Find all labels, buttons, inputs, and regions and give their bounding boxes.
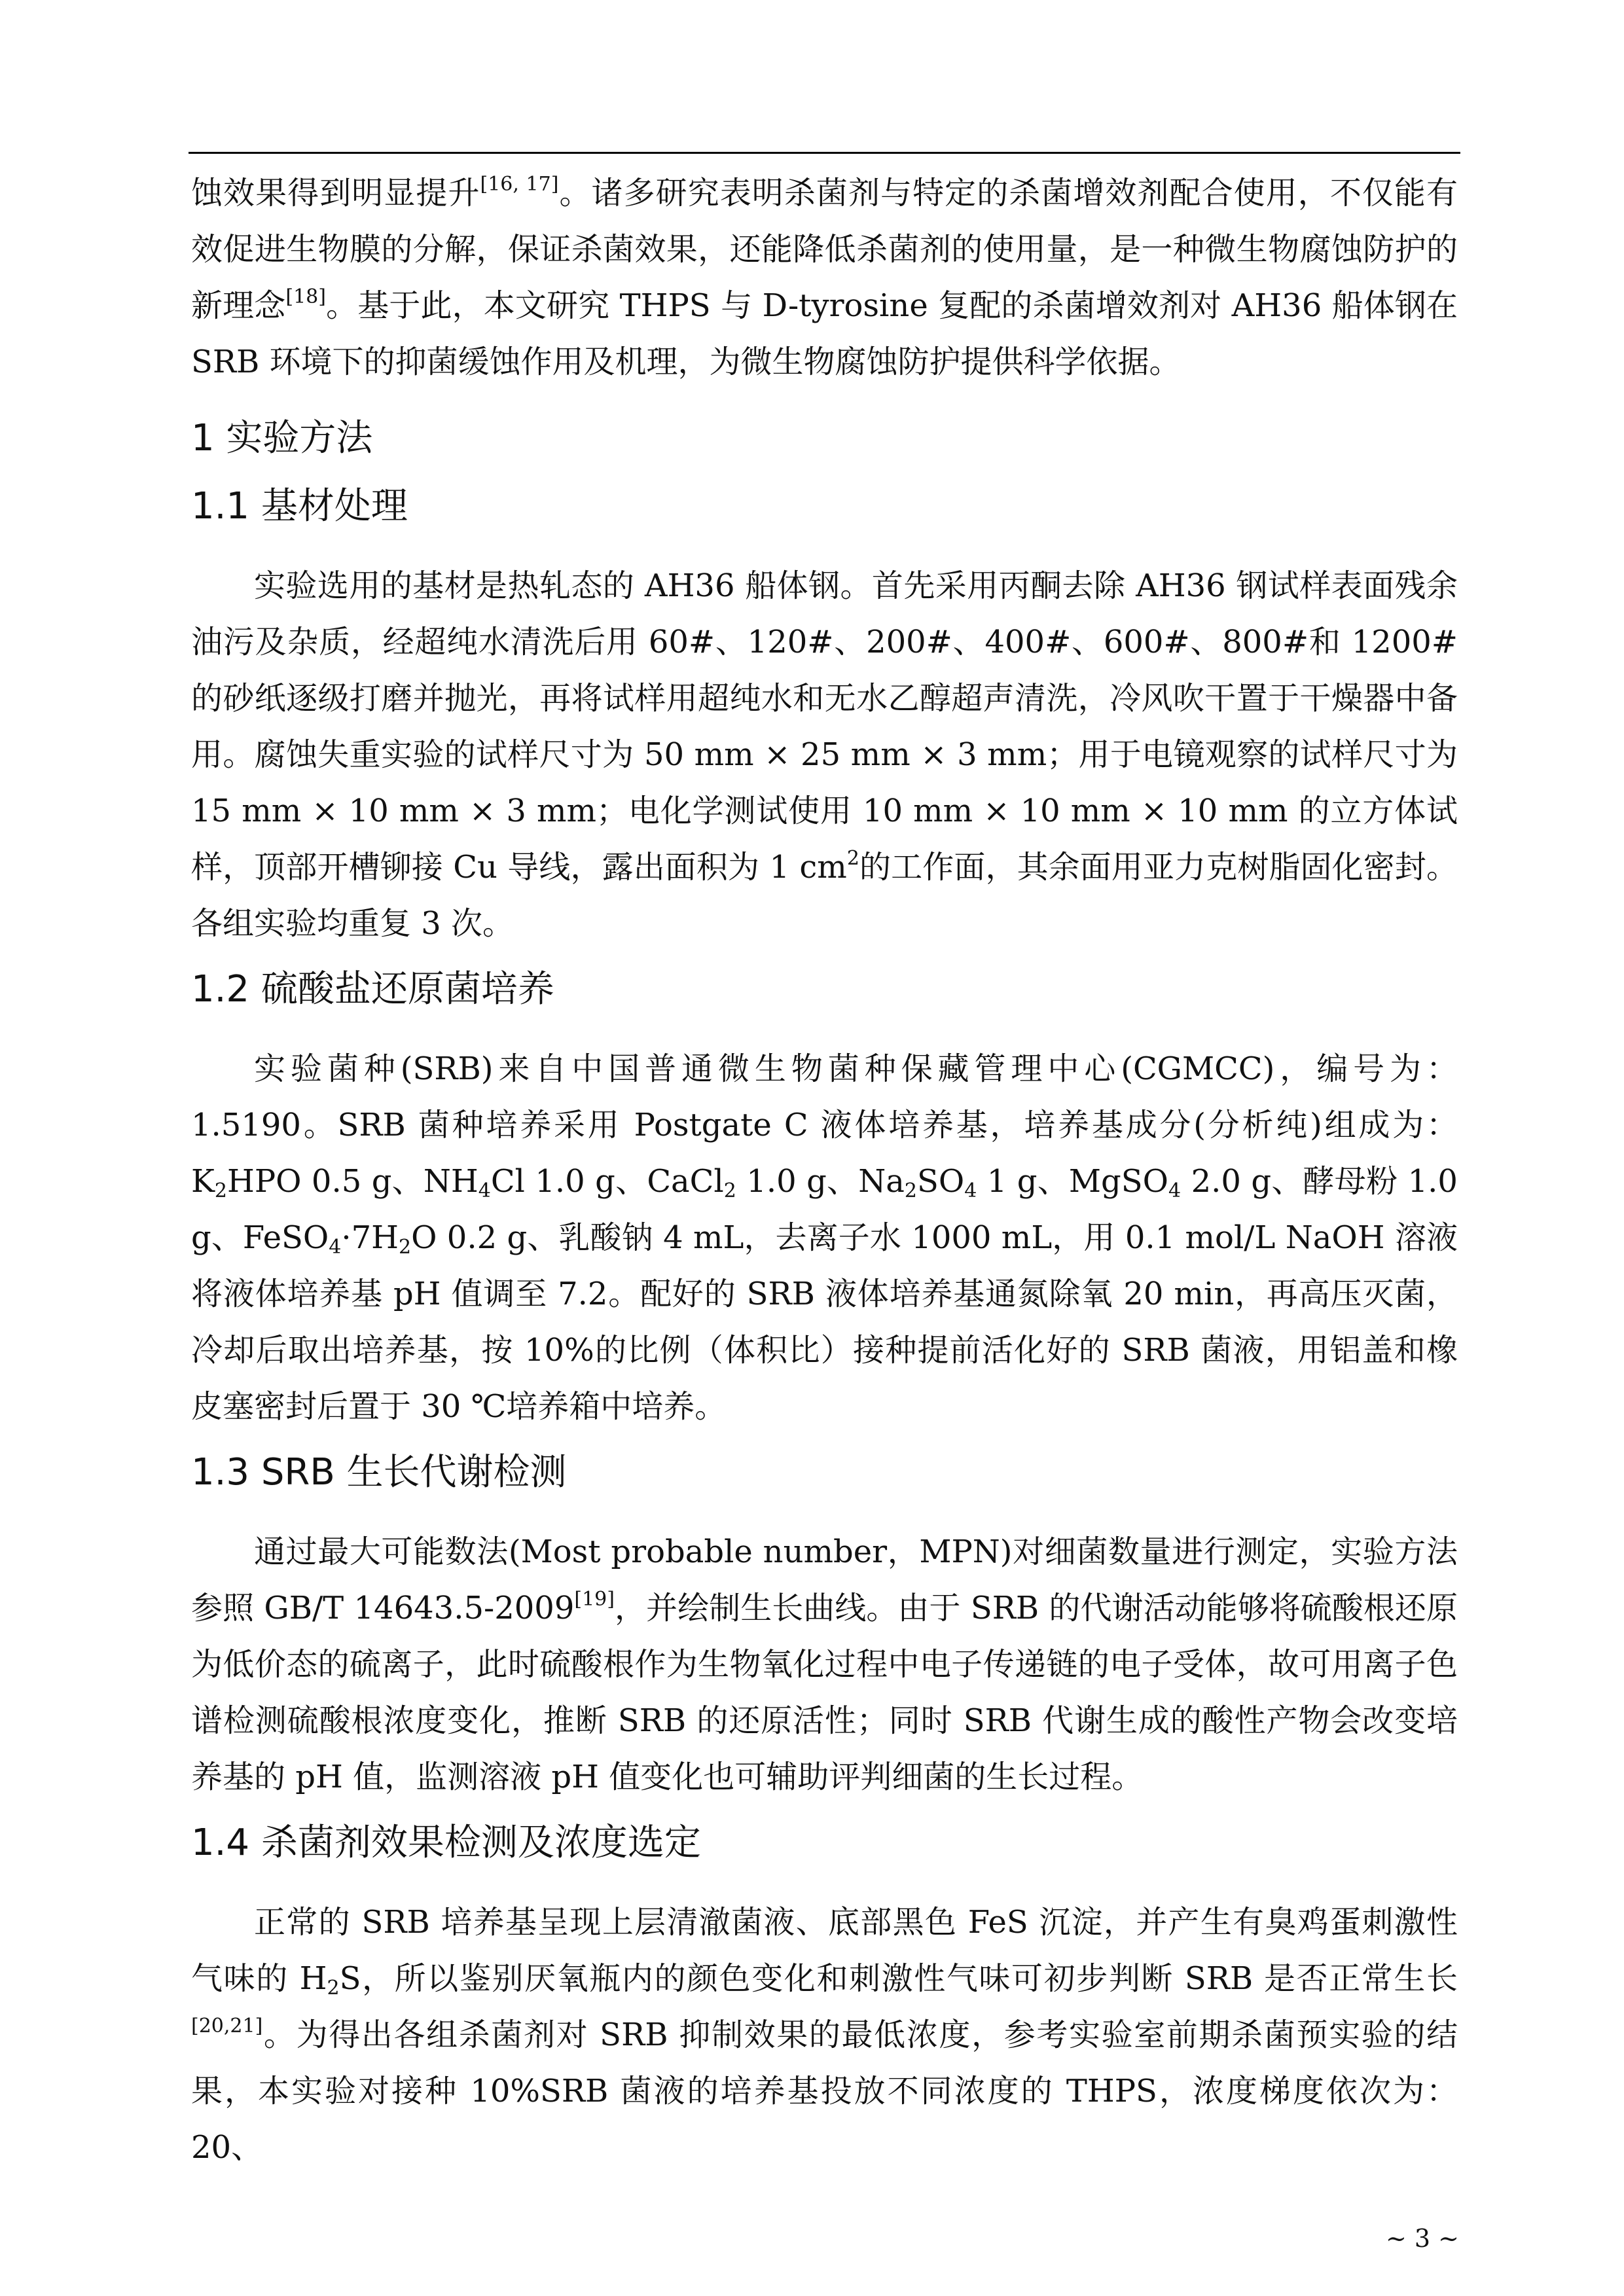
citation: [20,21] xyxy=(191,2015,263,2037)
section-heading: 1 实验方法 xyxy=(191,417,373,459)
subsection-heading: 1.3 SRB 生长代谢检测 xyxy=(191,1451,567,1494)
paragraph-bactericide-test: 正常的 SRB 培养基呈现上层清澈菌液、底部黑色 FeS 沉淀，并产生有臭鸡蛋刺激性气味的 $H_2S$，所以鉴别厌氧瓶内的颜色变化和刺激性气味可初步判断 SRB 是否正常生长[20,21]。为得出各组杀菌剂对 SRB 抑制效果的最低浓度，参考实验室前期杀菌预实验的结果，本实验对接种 10%SRB 菌液的培养基投放不同浓度的 THPS，浓度梯度依次为：20、 xyxy=(191,1904,1458,2166)
page-number: ~ 3 ~ xyxy=(1385,2224,1459,2253)
subsection-heading: 1.2 硫酸盐还原菌培养 xyxy=(191,968,554,1011)
page-body xyxy=(191,165,1458,2176)
citation: [19] xyxy=(574,1588,615,1611)
paragraph-srb-culture: 实验菌种(SRB)来自中国普通微生物菌种保藏管理中心(CGMCC)，编号为：1.5190。SRB 菌种培养采用 Postgate C 液体培养基，培养基成分(分析纯)组成为：$K_2HPO$ 0.5 g、$NH_4Cl$ 1.0 g、CaCl$_2$ 1.0 g、$Na_2SO_4$ 1 g、MgSO$_4$ 2.0 g、酵母粉 1.0 g、$FeSO_4\cdot 7H_2O$ 0.2 g、乳酸钠 4 mL，去离子水 1000 mL，用 0.1 mol/L NaOH 溶液将液体培养基 pH 值调至 7.2。配好的 SRB 液体培养基通氮除氧 20 min，再高压灭菌，冷却后取出培养基，按 10%的比例（体积比）接种提前活化好的 SRB 菌液，用铝盖和橡皮塞密封后置于 30 ℃培养箱中培养。 xyxy=(191,1050,1458,1425)
citation: [18] xyxy=(285,285,326,308)
header-rule xyxy=(189,152,1460,154)
paragraph-growth-detection: 通过最大可能数法(Most probable number，MPN)对细菌数量进行测定，实验方法参照 GB/T 14643.5-2009[19]，并绘制生长曲线。由于 SRB 的代谢活动能够将硫酸根还原为低价态的硫离子，此时硫酸根作为生物氧化过程中电子传递链的电子受体，故可用离子色谱检测硫酸根浓度变化，推断 SRB 的还原活性；同时 SRB 代谢生成的酸性产物会改变培养基的 pH 值，监测溶液 pH 值变化也可辅助评判细菌的生长过程。 xyxy=(191,1534,1458,1795)
intro-paragraph: 蚀效果得到明显提升[16, 17]。诸多研究表明杀菌剂与特定的杀菌增效剂配合使用，不仅能有效促进生物膜的分解，保证杀菌效果，还能降低杀菌剂的使用量，是一种微生物腐蚀防护的新理念[18]。基于此，本文研究 THPS 与 D-tyrosine 复配的杀菌增效剂对 AH36 船体钢在 SRB 环境下的抑菌缓蚀作用及机理，为微生物腐蚀防护提供科学依据。 xyxy=(191,173,1458,380)
subsection-heading: 1.4 杀菌剂效果检测及浓度选定 xyxy=(191,1821,701,1864)
citation: [16, 17] xyxy=(480,173,559,196)
subsection-heading: 1.1 基材处理 xyxy=(191,485,408,528)
paragraph-substrate-treatment: 实验选用的基材是热轧态的 AH36 船体钢。首先采用丙酮去除 AH36 钢试样表面残余油污及杂质，经超纯水清洗后用 60#、120#、200#、400#、600#、800#和 1200#的砂纸逐级打磨并抛光，再将试样用超纯水和无水乙醇超声清洗，冷风吹干置于干燥器中备用。腐蚀失重实验的试样尺寸为 50 mm × 25 mm × 3 mm；用于电镜观察的试样尺寸为 15 mm × 10 mm × 3 mm；电化学测试使用 10 mm × 10 mm × 10 mm 的立方体试样，顶部开槽铆接 Cu 导线，露出面积为 1 $cm^2$的工作面，其余面用亚力克树脂固化密封。各组实验均重复 3 次。 xyxy=(191,567,1458,942)
